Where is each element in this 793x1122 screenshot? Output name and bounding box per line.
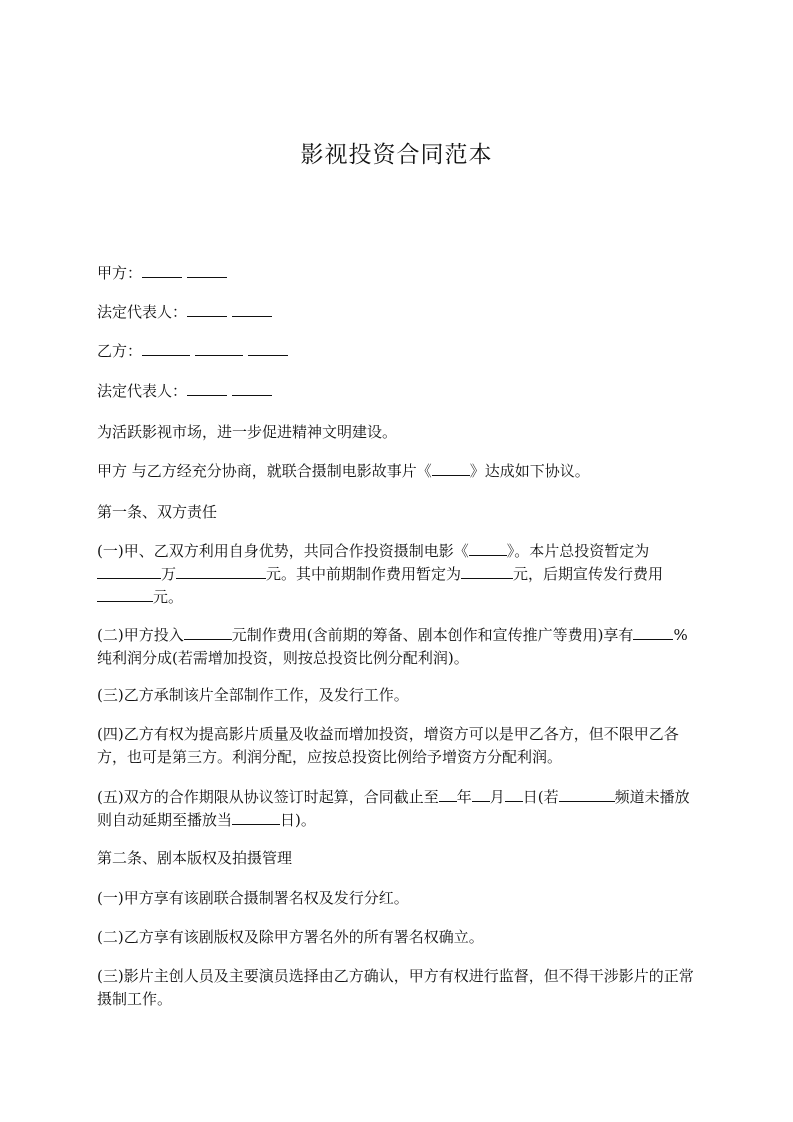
article-2-heading: 第二条、剧本版权及拍摄管理: [97, 849, 293, 867]
clause-1-unit-blank: [176, 563, 266, 579]
clause-1-film-blank: [469, 540, 507, 556]
clause-2-text-c: %纯利润分成(若需增加投资，则按总投资比例分配利润)。: [97, 626, 688, 667]
clause-5-text-e: 频道未播放则自动延期至播放当: [97, 788, 690, 829]
clause-2-amount-blank: [184, 624, 232, 640]
clause-1-text-c: 万: [161, 565, 177, 583]
rep-b-line: [97, 380, 701, 403]
article-1-heading: 第一条、双方责任: [97, 503, 218, 521]
party-b-blank-3: [248, 340, 288, 356]
article-1-clause-5: [97, 786, 701, 832]
clause-1-text-f: 元。: [153, 588, 184, 606]
agreement-text-b: 》达成如下协议。: [469, 462, 590, 480]
clause-1-text-a: (一)甲、乙双方利用自身优势，共同合作投资摄制电影《: [97, 542, 469, 560]
clause-2-text-b: 元制作费用(含前期的筹备、剧本创作和宣传推广等费用)享有: [231, 626, 634, 644]
document-title: 影视投资合同范本: [300, 142, 493, 168]
clause-5-text-f: 日)。: [280, 811, 316, 829]
rep-b-blank-2: [232, 380, 272, 396]
agreement-paragraph: [97, 460, 701, 483]
film-title-blank: [432, 460, 470, 476]
article-2-clause-1: (一)甲方享有该剧联合摄制署名权及发行分红。: [97, 889, 409, 907]
rep-a-blank-2: [232, 301, 272, 317]
article-2-clause-2: (二)乙方享有该剧版权及除甲方署名外的所有署名权确立。: [97, 928, 484, 946]
party-a-label: 甲方：: [97, 264, 143, 282]
clause-5-text-b: 年: [456, 788, 472, 806]
clause-5-month-blank: [472, 786, 490, 802]
clause-5-text-d: 日(若: [522, 788, 559, 806]
article-1-clause-2: [97, 624, 701, 670]
clause-5-year-blank: [439, 786, 457, 802]
clause-5-channel-blank: [559, 786, 615, 802]
clause-5-air-blank: [232, 809, 280, 825]
clause-1-text-d: 元。其中前期制作费用暂定为: [266, 565, 462, 583]
rep-a-blank-1: [187, 301, 227, 317]
clause-5-day-blank: [505, 786, 523, 802]
clause-2-text-a: (二)甲方投入: [97, 626, 184, 644]
clause-5-text-a: (五)双方的合作期限从协议签订时起算，合同截止至: [97, 788, 439, 806]
rep-a-label: 法定代表人：: [97, 303, 188, 321]
clause-2-percent-blank: [633, 624, 673, 640]
party-a-blank-2: [187, 262, 227, 278]
party-b-blank-1: [142, 340, 190, 356]
article-2-clause-3: (三)影片主创人员及主要演员选择由乙方确认，甲方有权进行监督，但不得干涉影片的正常摄制工作。: [97, 967, 694, 1008]
party-b-blank-2: [195, 340, 243, 356]
party-a-blank-1: [142, 262, 182, 278]
clause-1-post-blank: [97, 586, 153, 602]
purpose-paragraph: 为活跃影视市场，进一步促进精神文明建设。: [97, 423, 398, 441]
party-b-label: 乙方：: [97, 342, 143, 360]
clause-1-pre-blank: [461, 563, 513, 579]
party-b-line: [97, 340, 701, 363]
clause-1-total-blank: [97, 563, 161, 579]
article-1-clause-3: (三)乙方承制该片全部制作工作，及发行工作。: [97, 686, 409, 704]
rep-b-blank-1: [187, 380, 227, 396]
clause-1-text-e: 元，后期宣传发行费用: [513, 565, 664, 583]
article-1-clause-1: [97, 540, 701, 609]
rep-a-line: [97, 301, 701, 324]
clause-5-text-c: 月: [489, 788, 505, 806]
agreement-text-a: 甲方 与乙方经充分协商，就联合摄制电影故事片《: [97, 462, 432, 480]
clause-1-text-b: 》。本片总投资暂定为: [506, 542, 650, 560]
rep-b-label: 法定代表人：: [97, 382, 188, 400]
party-a-line: [97, 262, 701, 285]
article-1-clause-4: (四)乙方有权为提高影片质量及收益而增加投资，增资方可以是甲乙各方，但不限甲乙各方，也可是第三方。利润分配，应按总投资比例给予增资方分配利润。: [97, 725, 679, 766]
